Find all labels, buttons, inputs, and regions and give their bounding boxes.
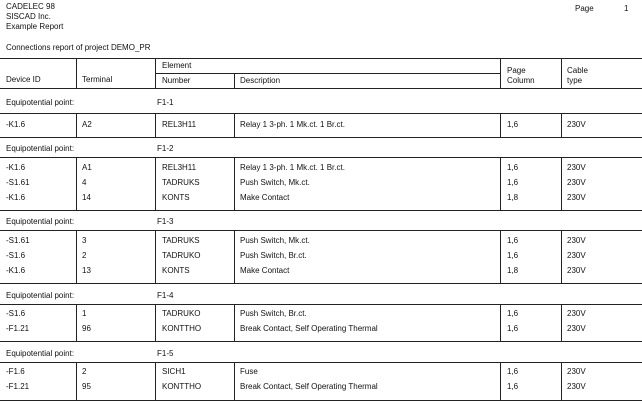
number-cell: KONTTHO <box>162 382 202 391</box>
group-point: F1-5 <box>157 349 174 358</box>
col-divider <box>500 58 501 88</box>
terminal-cell: 96 <box>82 324 91 333</box>
description-cell: Make Contact <box>240 266 290 275</box>
number-cell: TADRUKS <box>162 178 200 187</box>
header-top-rule <box>0 58 642 59</box>
page-column-cell: 1,6 <box>507 367 519 376</box>
col-header-cable: Cable <box>567 66 588 75</box>
terminal-cell: A2 <box>82 120 92 129</box>
group-bottom-rule <box>0 400 642 401</box>
col-header-number: Number <box>162 76 191 85</box>
description-cell: Push Switch, Mk.ct. <box>240 236 310 245</box>
col-divider <box>76 157 77 210</box>
header-bottom-rule <box>0 88 642 89</box>
group-point: F1-4 <box>157 291 174 300</box>
group-label: Equipotential point: <box>6 217 75 226</box>
page-column-cell: 1,8 <box>507 193 519 202</box>
group-bottom-rule <box>0 283 642 284</box>
terminal-cell: 2 <box>82 367 87 376</box>
page-column-cell: 1,6 <box>507 178 519 187</box>
company-name: CADELEC 98 <box>6 2 55 11</box>
group-point: F1-1 <box>157 98 174 107</box>
col-divider <box>561 113 562 137</box>
col-divider <box>500 113 501 137</box>
device-id-cell: -S1.6 <box>6 251 26 260</box>
col-divider <box>76 113 77 137</box>
terminal-cell: 4 <box>82 178 87 187</box>
col-divider <box>234 73 235 88</box>
description-cell: Relay 1 3-ph. 1 Mk.ct. 1 Br.ct. <box>240 120 345 129</box>
page-label: Page <box>575 4 594 13</box>
col-divider <box>76 362 77 400</box>
cable-type-cell: 230V <box>567 309 586 318</box>
cable-type-cell: 230V <box>567 251 586 260</box>
number-cell: KONTS <box>162 193 190 202</box>
col-divider <box>561 362 562 400</box>
terminal-cell: 1 <box>82 309 87 318</box>
col-header-column: Column <box>507 76 535 85</box>
col-divider <box>561 58 562 88</box>
col-divider <box>234 157 235 210</box>
col-divider <box>155 304 156 341</box>
col-divider <box>155 157 156 210</box>
element-sub-rule <box>155 73 500 74</box>
cable-type-cell: 230V <box>567 367 586 376</box>
device-id-cell: -F1.21 <box>6 382 30 391</box>
cable-type-cell: 230V <box>567 236 586 245</box>
col-header-device-id: Device ID <box>6 75 41 84</box>
device-id-cell: -S1.61 <box>6 178 30 187</box>
cable-type-cell: 230V <box>567 163 586 172</box>
device-id-cell: -F1.6 <box>6 367 25 376</box>
group-bottom-rule <box>0 341 642 342</box>
col-divider <box>234 113 235 137</box>
device-id-cell: -F1.21 <box>6 324 30 333</box>
page-column-cell: 1,6 <box>507 324 519 333</box>
group-top-rule <box>0 230 642 231</box>
col-divider <box>155 58 156 88</box>
description-cell: Push Switch, Br.ct. <box>240 309 307 318</box>
group-top-rule <box>0 304 642 305</box>
col-divider <box>234 230 235 283</box>
col-divider <box>76 304 77 341</box>
number-cell: REL3H11 <box>162 163 197 172</box>
col-header-element: Element <box>162 61 192 70</box>
group-top-rule <box>0 362 642 363</box>
report-title: Example Report <box>6 22 64 31</box>
col-divider <box>76 58 77 88</box>
group-label: Equipotential point: <box>6 144 75 153</box>
group-bottom-rule <box>0 137 642 138</box>
terminal-cell: 3 <box>82 236 87 245</box>
col-header-terminal: Terminal <box>82 75 113 84</box>
number-cell: KONTS <box>162 266 190 275</box>
col-divider <box>500 304 501 341</box>
terminal-cell: 95 <box>82 382 91 391</box>
number-cell: REL3H11 <box>162 120 197 129</box>
col-divider <box>155 362 156 400</box>
col-divider <box>76 230 77 283</box>
col-header-page: Page <box>507 66 526 75</box>
terminal-cell: A1 <box>82 163 92 172</box>
page-column-cell: 1,6 <box>507 251 519 260</box>
col-header-type: type <box>567 76 583 85</box>
description-cell: Break Contact, Self Operating Thermal <box>240 324 378 333</box>
group-top-rule <box>0 157 642 158</box>
device-id-cell: -K1.6 <box>6 120 26 129</box>
col-divider <box>234 362 235 400</box>
group-bottom-rule <box>0 210 642 211</box>
group-top-rule <box>0 113 642 114</box>
device-id-cell: -S1.61 <box>6 236 30 245</box>
col-divider <box>234 304 235 341</box>
description-cell: Push Switch, Br.ct. <box>240 251 307 260</box>
group-label: Equipotential point: <box>6 291 75 300</box>
report-subtitle: Connections report of project DEMO_PR <box>6 43 151 52</box>
number-cell: SICH1 <box>162 367 186 376</box>
group-point: F1-2 <box>157 144 174 153</box>
page-number: 1 <box>624 4 629 13</box>
page-column-cell: 1,8 <box>507 266 519 275</box>
organization-name: SISCAD Inc. <box>6 12 51 21</box>
page-column-cell: 1,6 <box>507 120 519 129</box>
col-divider <box>500 362 501 400</box>
description-cell: Fuse <box>240 367 258 376</box>
col-divider <box>561 157 562 210</box>
description-cell: Push Switch, Mk.ct. <box>240 178 310 187</box>
description-cell: Relay 1 3-ph. 1 Mk.ct. 1 Br.ct. <box>240 163 345 172</box>
col-divider <box>561 304 562 341</box>
col-divider <box>561 230 562 283</box>
cable-type-cell: 230V <box>567 178 586 187</box>
cable-type-cell: 230V <box>567 382 586 391</box>
number-cell: KONTTHO <box>162 324 202 333</box>
terminal-cell: 14 <box>82 193 91 202</box>
cable-type-cell: 230V <box>567 193 586 202</box>
group-label: Equipotential point: <box>6 98 75 107</box>
col-divider <box>155 230 156 283</box>
col-header-description: Description <box>240 76 281 85</box>
cable-type-cell: 230V <box>567 324 586 333</box>
group-point: F1-3 <box>157 217 174 226</box>
description-cell: Break Contact, Self Operating Thermal <box>240 382 378 391</box>
number-cell: TADRUKO <box>162 309 201 318</box>
description-cell: Make Contact <box>240 193 290 202</box>
terminal-cell: 2 <box>82 251 87 260</box>
col-divider <box>155 113 156 137</box>
page-column-cell: 1,6 <box>507 382 519 391</box>
page-column-cell: 1,6 <box>507 309 519 318</box>
device-id-cell: -S1.6 <box>6 309 26 318</box>
device-id-cell: -K1.6 <box>6 266 26 275</box>
terminal-cell: 13 <box>82 266 91 275</box>
number-cell: TADRUKS <box>162 236 200 245</box>
col-divider <box>500 157 501 210</box>
cable-type-cell: 230V <box>567 266 586 275</box>
page-column-cell: 1,6 <box>507 236 519 245</box>
col-divider <box>500 230 501 283</box>
cable-type-cell: 230V <box>567 120 586 129</box>
group-label: Equipotential point: <box>6 349 75 358</box>
page-column-cell: 1,6 <box>507 163 519 172</box>
number-cell: TADRUKO <box>162 251 201 260</box>
device-id-cell: -K1.6 <box>6 193 26 202</box>
device-id-cell: -K1.6 <box>6 163 26 172</box>
